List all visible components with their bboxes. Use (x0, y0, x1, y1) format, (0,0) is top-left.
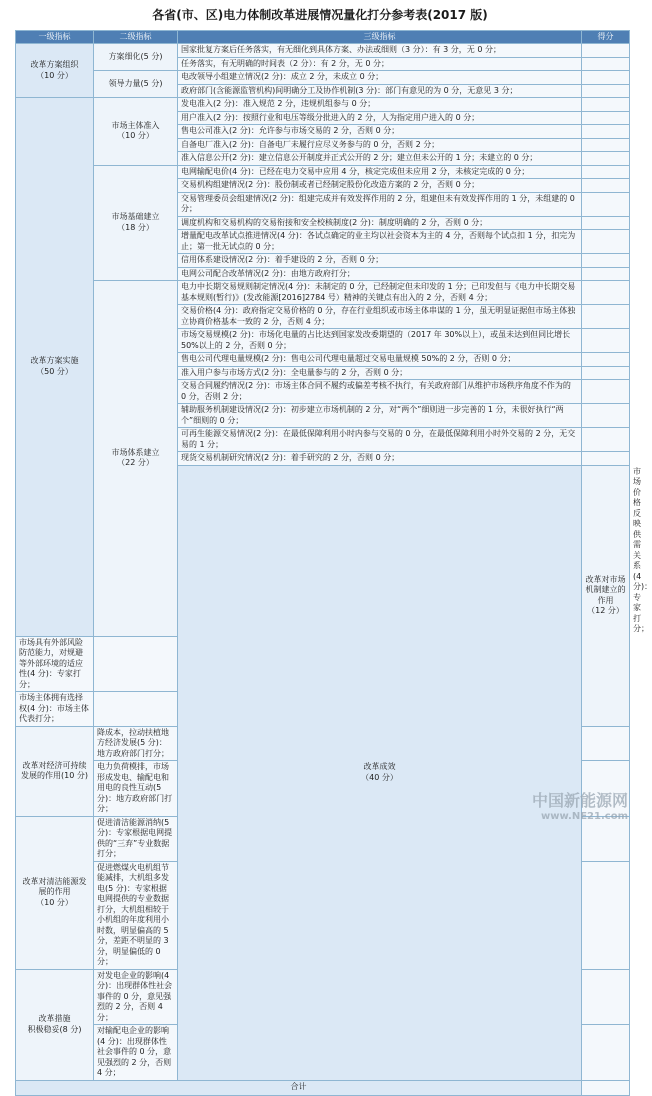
score-cell[interactable] (582, 71, 630, 85)
score-cell[interactable] (582, 726, 630, 761)
score-cell[interactable] (582, 329, 630, 353)
level3-cell: 交易价格(4 分)：政府指定交易价格的 0 分，存在行业组织或市场主体串谋的 1 分，虽无明显证据但市场主体独立协商价格基本一致的 2 分，否则 4 分； (178, 305, 582, 329)
watermark-line1: 中国新能源网 (531, 791, 628, 810)
header-level2: 二级指标 (94, 31, 178, 44)
header-level1: 一级指标 (16, 31, 94, 44)
level3-cell: 电网公司配合改革情况(2 分)：由地方政府打分； (178, 267, 582, 281)
level1-cell: 改革成效 （40 分） (178, 465, 582, 1080)
table-body (16, 44, 652, 1081)
total-score-cell (582, 1080, 630, 1095)
total-label: 合计 (16, 1080, 582, 1095)
score-cell[interactable] (582, 230, 630, 254)
level3-cell: 准入用户参与市场方式(2 分)：全电量参与的 2 分，否则 0 分； (178, 366, 582, 380)
score-cell[interactable] (582, 138, 630, 152)
score-cell[interactable] (582, 179, 630, 193)
score-cell[interactable] (582, 969, 630, 1025)
table-row: 改革成效 （40 分） 改革对市场机制建立的作用 （12 分） 市场价格反映供需关系(4 分)：专家打分； (16, 465, 630, 636)
score-cell[interactable] (582, 125, 630, 139)
page-title: 各省(市、区)电力体制改革进展情况量化打分参考表(2017 版) (152, 8, 488, 22)
table-row (16, 44, 630, 58)
score-cell[interactable] (582, 305, 630, 329)
score-cell[interactable] (582, 404, 630, 428)
level3-cell: 调度机构和交易机构的交易衔接和安全校核制度(2 分)：制度明确的 2 分，否则 0 分； (178, 216, 582, 230)
table-row (16, 98, 630, 112)
level3-cell: 交易机构组建情况(2 分)：股份制或者已经制定股份化改造方案的 2 分，否则 0 分； (178, 179, 582, 193)
score-cell[interactable] (582, 192, 630, 216)
score-cell[interactable] (582, 165, 630, 179)
watermark-line2: www.NE21.com (540, 811, 628, 822)
level3-cell: 任务落实，有无明确的时间表（2 分）：有 2 分，无 0 分； (178, 57, 582, 71)
level3-cell: 对输配电企业的影响(4 分)：出现群体性社会事件的 0 分，意见强烈的 2 分，否则 4 分； (94, 1025, 178, 1081)
score-cell[interactable] (582, 1025, 630, 1081)
level2-cell: 改革措施 积极稳妥(8 分) (16, 969, 94, 1080)
score-cell[interactable] (582, 452, 630, 466)
score-cell[interactable] (582, 84, 630, 98)
level2-cell: 改革对经济可持续发展的作用(10 分) (16, 726, 94, 816)
level2-cell: 方案细化(5 分) (94, 44, 178, 71)
score-cell[interactable] (582, 816, 630, 861)
score-cell[interactable] (582, 267, 630, 281)
level3-cell: 辅助服务机制建设情况(2 分)：初步建立市场机制的 2 分，对“两个”细则进一步完善的 1 分，未很好执行“两个”细则的 0 分； (178, 404, 582, 428)
level2-cell: 改革对清洁能源发展的作用 （10 分） (16, 816, 94, 969)
level3-cell: 用户准入(2 分)：按照行业和电压等级分批进入的 2 分，人为指定用户进入的 0 分； (178, 111, 582, 125)
header-level3: 三级指标 (178, 31, 582, 44)
table-row (16, 281, 630, 305)
level3-cell: 自备电厂准入(2 分)：自备电厂未履行应尽义务参与的 0 分，否则 2 分； (178, 138, 582, 152)
level3-cell: 发电准入(2 分)：准入规范 2 分，违规机组参与 0 分； (178, 98, 582, 112)
level3-cell: 市场交易规模(2 分)：市场化电量的占比达到国家发改委期望的（2017 年 30%以上），或虽未达到但同比增长 50%以上的 2 分，否则 0 分； (178, 329, 582, 353)
score-cell[interactable] (582, 57, 630, 71)
score-cell[interactable] (582, 44, 630, 58)
level3-cell: 交易合同履约情况(2 分)：市场主体合同不履约或偏差考核不执行，有关政府部门从维护市场秩序角度不作为的 0 分，否则 2 分； (178, 380, 582, 404)
scoring-table (15, 30, 652, 1096)
level3-cell: 市场具有外部风险防范能力，对规避等外部环境的适应性(4 分)：专家打分； (16, 636, 94, 692)
score-cell[interactable] (94, 636, 178, 692)
level2-cell: 领导力量(5 分) (94, 71, 178, 98)
level3-cell: 政府部门(含能源监管机构)间明确分工及协作机制(3 分)：部门有意见的为 0 分，无意见 3 分； (178, 84, 582, 98)
level3-cell: 电网输配电价(4 分)：已经在电力交易中应用 4 分，核定完成但未应用 2 分，未核定完成的 0 分； (178, 165, 582, 179)
score-cell[interactable] (582, 281, 630, 305)
table-row (16, 71, 630, 85)
level3-cell: 交易管理委员会组建情况(2 分)：组建完成并有效发挥作用的 2 分，组建但未有效发挥作用的 1 分，未组建的 0 分； (178, 192, 582, 216)
level3-cell: 电力中长期交易规则制定情况(4 分)：未制定的 0 分，已经制定但未印发的 1 分；已印发但与《电力中长期交易基本规则(暂行)》(发改能源[2016]2784 号）精神的关键点有出入的 2 分，否则 4 分； (178, 281, 582, 305)
score-cell[interactable] (582, 428, 630, 452)
table-header-row (16, 31, 630, 44)
level2-cell: 改革对市场机制建立的作用 （12 分） (582, 465, 630, 726)
level2-cell: 市场体系建立 （22 分） (94, 281, 178, 637)
score-cell[interactable] (582, 254, 630, 268)
score-cell[interactable] (94, 692, 178, 727)
score-cell[interactable] (582, 152, 630, 166)
level3-cell: 电改领导小组建立情况(2 分)：成立 2 分，未成立 0 分； (178, 71, 582, 85)
level3-cell: 信用体系建设情况(2 分)：着手建设的 2 分，否则 0 分； (178, 254, 582, 268)
level3-cell: 市场主体拥有选择权(4 分)：市场主体代表打分； (16, 692, 94, 727)
level3-cell: 国家批复方案后任务落实，有无细化到具体方案、办法或细则（3 分）：有 3 分，无 0 分； (178, 44, 582, 58)
level3-cell: 售电公司准入(2 分)：允许参与市场交易的 2 分，否则 0 分； (178, 125, 582, 139)
level3-cell: 促进燃煤火电机组节能减排，大机组多发电(5 分)：专家根据电网提供的专业数据打分，大机组相较于小机组的年度利用小时数，明显偏高的 5 分，差距不明显的 3 分，明显偏低的 0 分； (94, 861, 178, 969)
level3-cell: 对发电企业的影响(4 分)：出现群体性社会事件的 0 分，意见强烈的 2 分，否则 4 分； (94, 969, 178, 1025)
total-row (16, 1080, 630, 1095)
score-cell[interactable] (582, 98, 630, 112)
level1-cell: 改革方案组织 （10 分） (16, 44, 94, 98)
level2-cell: 市场基础建立 （18 分） (94, 165, 178, 281)
table-row (16, 165, 630, 179)
score-cell[interactable] (582, 366, 630, 380)
score-cell[interactable] (582, 353, 630, 367)
level3-cell: 现货交易机制研究情况(2 分)：着手研究的 2 分，否则 0 分； (178, 452, 582, 466)
score-cell[interactable] (582, 216, 630, 230)
watermark (532, 788, 628, 822)
level3-cell: 促进清洁能源消纳(5 分)：专家根据电网提供的“三弃”专业数据打分； (94, 816, 178, 861)
score-cell[interactable] (582, 111, 630, 125)
score-cell[interactable] (582, 861, 630, 969)
level3-cell: 可再生能源交易情况(2 分)：在最低保障利用小时内参与交易的 0 分，在最低保障利用小时外交易的 2 分，无交易的 1 分； (178, 428, 582, 452)
level2-cell: 市场主体准入 （10 分） (94, 98, 178, 166)
score-cell[interactable] (582, 380, 630, 404)
level3-cell: 准入信息公开(2 分)：建立信息公开制度并正式公开的 2 分；建立但未公开的 1 分；未建立的 0 分； (178, 152, 582, 166)
level1-cell: 改革方案实施 （50 分） (16, 98, 94, 637)
level3-cell: 降成本，拉动扶植地方经济发展(5 分)：地方政府部门打分； (94, 726, 178, 761)
level3-cell: 增量配电改革试点推进情况(4 分)：各试点确定的业主均以社会资本为主的 4 分，否则每个试点扣 1 分，扣完为止；第一批无试点的 0 分； (178, 230, 582, 254)
level3-cell: 电力负荷模排，市场形成发电、输配电和用电的良性互动(5 分)：地方政府部门打分； (94, 761, 178, 817)
level3-cell: 售电公司代理电量规模(2 分)：售电公司代理电量超过交易电量规模 50%的 2 分，否则 0 分； (178, 353, 582, 367)
header-score: 得分 (582, 31, 630, 44)
